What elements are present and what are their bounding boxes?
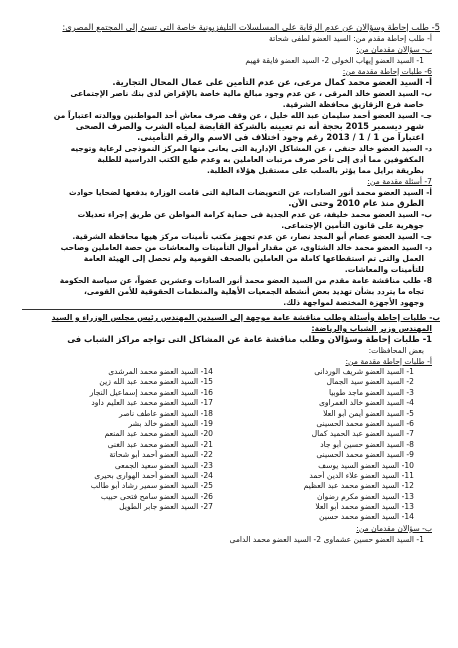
agenda-line: جـ- السيد العضو عصام أبو المجد نصار، عن عدم تجهيز مكتب تأمينات مركز هيها محافظة الشرقية. xyxy=(72,232,432,241)
member-name: 3- السيد العضو ماجد طوبيا xyxy=(328,387,414,397)
agenda-line: وجهود الأجهزة المختصة لمواجهة ذلك. xyxy=(283,298,424,307)
agenda-line: اعتباراً من 1 / 1 / 2013 رغم وجود اختلاف فى الاسم والرقم التأمينى. xyxy=(137,132,424,142)
member-name: 6- السيد العضو محمد الحسينى xyxy=(316,418,414,428)
member-name: 5- السيد العضو أيمن أبو العلا xyxy=(323,408,414,418)
member-name: 17- السيد العضو محمد عبد العليم داود xyxy=(91,398,213,408)
agenda-line: أ- السيد العضو محمد كمال مرعى، عن عدم التأمين على عمال المحال التجارية. xyxy=(112,77,432,87)
member-name: 13- السيد العضو مكرم رضوان xyxy=(316,491,414,501)
member-name: 21- السيد العضو محمد عبد الغنى xyxy=(107,439,213,449)
member-name: 7- السيد العضو عبد الحميد كمال xyxy=(311,429,414,439)
agenda-line: جـ- السيد العضو أحمد سليمان عبد الله خليل ، عن وقف صرف معاش أحد المواطنين ووالدته اعتباراً من xyxy=(53,111,432,120)
member-name: 24- السيد العضو أحمد الهوارى بحيرى xyxy=(94,470,213,480)
member-name: 22- السيد العضو أحمد أبو شحاتة xyxy=(109,450,213,460)
agenda-line: 6- طلبات إحاطة مقدمة من: xyxy=(342,67,432,76)
member-name: 27- السيد العضو جابر الطويل xyxy=(119,502,213,512)
member-name: 18- السيد العضو عاطف ناصر xyxy=(119,408,213,418)
agenda-line: المكفوفين مما أدى إلى تأخر صرف مرتبات العاملين به وعدم طبع الكتب الدراسية للطلبة xyxy=(97,155,424,164)
member-name: 19- السيد العضو خالد بشر xyxy=(128,418,213,428)
member-name: 20- السيد العضو محمد عبد المنعم xyxy=(104,429,213,439)
member-name: 4- السيد العضو خالد الغمراوى xyxy=(318,398,414,408)
section-b-sub-b: ب- سؤالان مقدمان من: xyxy=(356,523,432,533)
agenda-line: العمل والتى تم استقطاعها كاملة من العاملين بالصحف القومية ولم تحصل إلى الهيئة العامة xyxy=(83,254,424,263)
member-name xyxy=(22,512,213,522)
member-name: 16- السيد العضو محمد إسماعيل النجار xyxy=(89,387,213,397)
agenda-line: شهر ديسمبر 2015 بحجة أنه تم تعيينه بالشركة القابضة لمياه الشرب والصرف الصحى xyxy=(75,121,424,131)
agenda-line: د- السيد العضو محمد خالد الشثاوى، عن مقدار أموال التأمينات والمعاشات من حصة العاملين وصاحب xyxy=(60,243,432,252)
member-name: 9- السيد العضو محمد الحسينى xyxy=(316,450,414,460)
member-name: 12- السيد العضو محمد عبد العظيم xyxy=(303,481,414,491)
member-name: 8- السيد العضو حسين أبو جاد xyxy=(320,439,414,449)
member-name: 13- السيد العضو محمد أبو العلا xyxy=(315,502,414,512)
agenda-line: أ- السيد العضو محمد أنور السادات، عن التعويضات المالية التى قامت الوزارة بدفعها لضحايا حوادث xyxy=(68,188,432,197)
section-b-item-1: 1- طلبات إحاطة وسؤالان وطلب مناقشة عامة عن المشاكل التى تواجه مراكز الشباب فى xyxy=(67,334,432,344)
member-name: 14- السيد العضو محمد حسين xyxy=(318,512,414,522)
section-b-item-1b: بعض المحافظات: xyxy=(368,346,424,355)
section-b-title-1: ب- طلبات إحاطة وأسئلة وطلب مناقشة عامة موجهة إلى السيدين المهندس رئيس مجلس الوزراء و السيد xyxy=(51,313,440,322)
member-name: 26- السيد العضو سامح فتحى حبيب xyxy=(100,491,213,501)
member-name: 23- السيد العضو سعيد الجمعى xyxy=(114,460,213,470)
agenda-line: تجاه ما يتردد بشأن تهديد بعض أنشطة الجمعيات الأهلية والمنظمات الحقوقية للأمن القومى، xyxy=(84,287,424,296)
agenda-line: 8- طلب مناقشة عامة مقدم من السيد العضو محمد أنور السادات وعشرين عضواً، عن سياسة الحكومة xyxy=(59,276,432,285)
member-name: 11- السيد العضو علاء الدين أحمد xyxy=(309,470,414,480)
agenda-line: د- السيد العضو خالد حنفى ، عن المشاكل الإدارية التى يعانى منها المركز النموذجى لرعاية وتوجيه xyxy=(70,144,432,153)
member-names-grid xyxy=(22,367,440,523)
section-divider xyxy=(22,309,410,310)
agenda-line: ب- السيد العضو خالد المرقى ، عن عدم وجود مبالغ مالية خاصة بالإقراض لدى بنك ناصر الإجتماعى xyxy=(70,89,432,98)
agenda-line: ب- سؤالان مقدمان من: xyxy=(356,45,432,54)
agenda-line: 1- السيد العضو إيهاب الخولى 2- السيد العضو فايقة فهيم xyxy=(245,56,424,65)
agenda-line: للتأمينات والمعاشات. xyxy=(344,265,424,274)
agenda-line: 7- أسئلة مقدمة من: xyxy=(367,177,432,186)
agenda-line: ب- السيد العضو محمد خليفة، عن عدم الجدية فى حماية كرامة المواطن عن طريق إجراء تعديلات xyxy=(77,210,432,219)
section-b-sub-a: أ- طلبات إحاطة مقدمة من: xyxy=(345,357,432,366)
section-b-title-2: المهندس وزير الشباب والرياضة: xyxy=(311,324,432,333)
section-b xyxy=(22,312,440,545)
member-name: 1- السيد العضو شريف الوردانى xyxy=(314,367,414,376)
section-b-sub-b-names: 1- السيد العضو حسين عشماوى 2- السيد العضو محمد الدامى xyxy=(229,534,424,544)
member-name: 10- السيد العضو السيد يوسف xyxy=(318,460,414,470)
agenda-line: خاصة فرع الزقازيق محافظة الشرقية. xyxy=(282,100,424,109)
agenda-line: أ- طلب إحاطة مقدم من: السيد العضو لطفى شحاتة xyxy=(269,34,432,43)
agenda-line: 5- طلب إحاطة وسؤالان عن عدم الرقابة على المسلسلات التليفزيونية خاصة التى تسئ إلى المجتمع المصرى: xyxy=(62,22,440,32)
member-name: 25- السيد العضو سمير رشاد أبو طالب xyxy=(90,481,213,491)
agenda-line: جوهرية على قانون التأمين الإجتماعى. xyxy=(281,221,424,230)
member-name: 15- السيد العضو محمد عبد الله زين xyxy=(99,377,213,387)
agenda-body xyxy=(22,22,440,308)
agenda-line: بطريقة برايل مما يؤثر بالسلب على مستقبل هؤلاء الطلبة. xyxy=(206,166,424,175)
member-name: 14- السيد العضو محمد المرشدى xyxy=(108,367,213,376)
agenda-line: الطرق منذ عام 2010 وحتى الآن. xyxy=(288,198,424,208)
member-name: 2- السيد العضو سيد الجمال xyxy=(326,377,414,387)
